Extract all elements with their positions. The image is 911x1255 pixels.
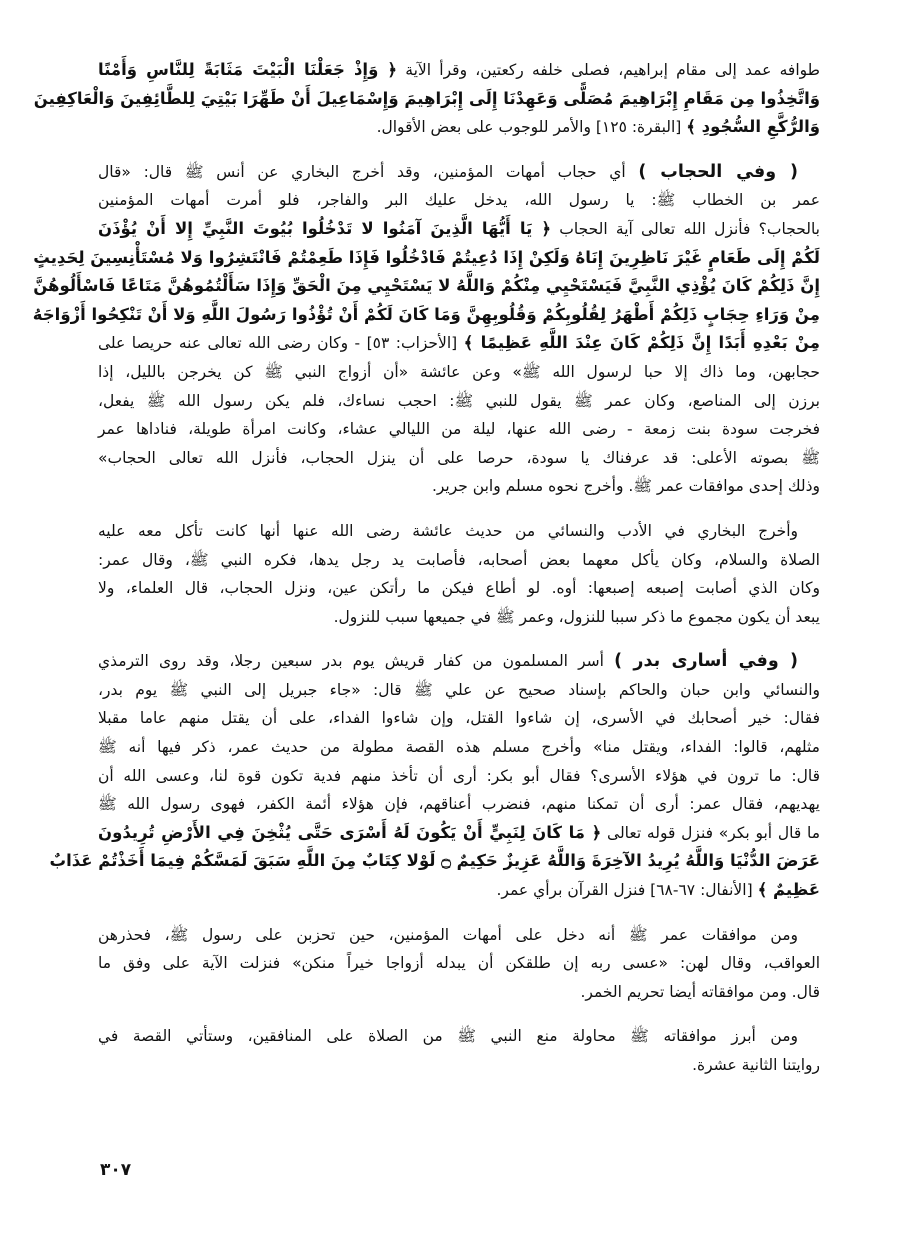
page-body [32, 56, 821, 1080]
text-line [98, 546, 820, 575]
quran-verse: وَاتَّخِذُوا مِن مَقَامِ إِبْرَاهِيمَ مُصَلًّى وَعَهِدْنَا إِلَى إِبْرَاهِيمَ وَإِسْمَاعِيلَ أَنْ طَهِّرَا بَيْتِيَ لِلطَّائِفِينَ وَالْعَاكِفِينَ [33, 88, 820, 108]
text-line [98, 113, 820, 142]
paragraph-gap [98, 905, 820, 921]
quran-verse: عَظِيمٌ ﴾ [757, 880, 820, 900]
paragraph-munafiqin [98, 1022, 820, 1079]
text-line [33, 272, 820, 301]
prose-text: [الأنفال: ٦٧-٦٨] فنزل القرآن برأي عمر. [496, 881, 758, 900]
prose-text: بالحجاب؟ فأنزل الله تعالى آية الحجاب [551, 219, 820, 238]
text-line [98, 358, 820, 387]
text-line [98, 158, 820, 187]
text-line [98, 978, 820, 1007]
paragraph-gap [98, 142, 820, 158]
quran-verse: مِنْ بَعْدِهِ أَبَدًا إِنَّ ذَلِكُمْ كَانَ عِنْدَ اللَّهِ عَظِيمًا ﴾ [463, 333, 820, 353]
prose-text: فقال: خير أصحابك في الأسرى، إن شاءوا القتل، وإن شاءوا الفداء، على أن يقتل منهم عاما مقبلا [98, 709, 820, 728]
prose-text: طوافه عمد إلى مقام إبراهيم، فصلى خلفه ركعتين، وقرأ الآية [397, 61, 820, 79]
prose-text: وأخرج البخاري في الأدب والنسائي من حديث عائشة رضى الله عنها أنها كانت تأكل معه عليه [98, 521, 798, 540]
paragraph-asara-badr [49, 647, 821, 904]
paragraph-muwafaqat-nisaa [98, 921, 820, 1007]
text-line [98, 647, 820, 676]
quran-verse: ﴿ وَإِذْ جَعَلْنَا الْبَيْتَ مَثَابَةً لِلنَّاسِ وَأَمْنًا [98, 60, 398, 79]
text-line [98, 517, 820, 546]
section-heading: ( وفي الحجاب ) [638, 161, 798, 182]
prose-text: روايتنا الثانية عشرة. [692, 1056, 820, 1074]
paragraph-gap [98, 1006, 820, 1022]
prose-text: أسر المسلمون من كفار قريش يوم بدر سبعين رجلا، وقد روى الترمذي [98, 652, 615, 671]
text-line [98, 329, 820, 358]
prose-text: يهديهم، فقال عمر: أرى أن تمكنا منهم، فنضرب أعناقهم، فإن هؤلاء أئمة الكفر، فهوى رسول الله ﷺ [98, 795, 820, 814]
prose-text: [الأحزاب: ٥٣] - وكان رضى الله تعالى عنه حريصا على [98, 334, 464, 353]
prose-text: حجابهن، وما ذاك إلا حبا لرسول الله ﷺ» وعن عائشة «أن أزواج النبي ﷺ كن يخرجن بالليل، إذا [98, 362, 820, 381]
book-page [32, 56, 821, 1080]
text-line [98, 472, 820, 501]
text-line [98, 819, 820, 848]
quran-verse: وَالرُّكَّعِ السُّجُودِ ﴾ [686, 117, 820, 137]
text-line [98, 444, 820, 473]
text-line [49, 847, 820, 876]
prose-text: قال. ومن موافقاته أيضا تحريم الخمر. [580, 982, 820, 1001]
text-line [98, 733, 820, 762]
text-line [98, 762, 820, 791]
text-line [98, 574, 820, 603]
text-line [98, 387, 820, 416]
prose-text: أي حجاب أمهات المؤمنين، وقد أخرج البخاري عن أنس ﷺ قال: «قال [98, 162, 639, 181]
text-line [98, 921, 820, 950]
text-line [98, 704, 820, 733]
prose-text: الصلاة والسلام، وكان يأكل معهما بعض أصحابه، فأصابت يد رجل يدها، فكره النبي ﷺ، وقال عمر: [98, 550, 820, 569]
text-line [98, 949, 820, 978]
quran-verse: ﴿ مَا كَانَ لِنَبِيٍّ أَنْ يَكُونَ لَهُ أَسْرَى حَتَّى يُثْخِنَ فِي الأَرْضِ تُرِيدُونَ [98, 822, 602, 842]
prose-text: العواقب، وقال لهن: «عسى ربه إن طلقكن أن يبدله أزواجا خيراً منكن» فنزلت الآية على وفق ما [98, 954, 820, 973]
quran-verse: ﴿ يَا أَيُّهَا الَّذِينَ آمَنُوا لا تَدْخُلُوا بُيُوتَ النَّبِيِّ إِلا أَنْ يُؤْذَنَ [98, 218, 552, 238]
text-line [98, 790, 820, 819]
prose-text: والنسائي وابن حبان والحاكم بإسناد صحيح عن علي ﷺ قال: «جاء جبريل إلى النبي ﷺ يوم بدر، [98, 680, 820, 699]
prose-text: ما قال أبو بكر» فنزل قوله تعالى [601, 823, 821, 842]
prose-text: يبعد أن يكون مجموع ما ذكر سببا للنزول، وعمر ﷺ في جميعها سبب للنزول. [333, 607, 820, 626]
text-line [98, 215, 820, 244]
quran-verse: إِنَّ ذَلِكُمْ كَانَ يُؤْذِي النَّبِيَّ فَيَسْتَحْيِي مِنْكُمْ وَاللَّهُ لا يَسْتَحْيِي مِنَ الْحَقِّ وَإِذَا سَأَلْتُمُوهُنَّ مَتَاعًا فَاسْأَلُوهُنَّ [33, 276, 820, 296]
text-line [98, 186, 820, 215]
prose-text: ومن موافقات عمر ﷺ أنه دخل على أمهات المؤمنين، حين تحزبن على رسول ﷺ، فحذرهن [98, 925, 798, 944]
text-line [98, 1051, 820, 1080]
quran-verse: لَكُمْ إِلَى طَعَامٍ غَيْرَ نَاظِرِينَ إِنَاهُ وَلَكِنْ إِذَا دُعِيتُمْ فَادْخُلُوا فَإِذَا طَعِمْتُمْ فَانْتَشِرُوا وَلا مُسْتَأْنِسِينَ لِحَدِيثٍ [33, 247, 820, 267]
prose-text: برزن إلى المناصع، وكان عمر ﷺ يقول للنبي ﷺ: احجب نساءك، فلم يكن رسول الله ﷺ يفعل، [98, 391, 820, 410]
prose-text: ﷺ بصوته الأعلى: قد عرفناك يا سودة، حرصا على أن ينزل الحجاب، فأنزل الله تعالى الحجاب» [98, 448, 820, 467]
prose-text: ومن أبرز موافقاته ﷺ محاولة منع النبي ﷺ من الصلاة على المنافقين، وستأتي القصة في [98, 1027, 798, 1046]
text-line [98, 676, 820, 705]
text-line [98, 603, 820, 632]
text-line [98, 876, 820, 905]
paragraph-maqam-ibrahim [33, 56, 820, 142]
quran-verse: عَرَضَ الدُّنْيَا وَاللَّهُ يُرِيدُ الآخِرَةَ وَاللَّهُ عَزِيزٌ حَكِيمٌ ۝ لَوْلا كِتَابٌ مِنَ اللَّهِ سَبَقَ لَمَسَّكُمْ فِيمَا أَخَذْتُمْ عَذَابٌ [49, 851, 820, 871]
paragraph-gap [98, 501, 820, 517]
paragraph-gap [98, 631, 820, 647]
prose-text: [البقرة: ١٢٥] والأمر للوجوب على بعض الأقوال. [376, 118, 687, 137]
text-line [98, 1022, 820, 1051]
paragraph-bukhari-adab [98, 517, 820, 631]
text-line [98, 56, 820, 85]
text-line [32, 301, 820, 330]
paragraph-hijab [32, 158, 820, 501]
page-number: ٣٠٧ [100, 1160, 132, 1180]
prose-text: وذلك إحدى موافقات عمر ﷺ. وأخرج نحوه مسلم وابن جرير. [431, 477, 820, 496]
prose-text: عمر بن الخطاب ﷺ: يا رسول الله، يدخل عليك البر والفاجر، فلو أمرت أمهات المؤمنين [98, 191, 820, 210]
prose-text: مثلهم، قالوا: الفداء، ويقتل منا» وأخرج مسلم هذه القصة مطولة من حديث عمر، ذكر فيها أنه ﷺ [98, 738, 820, 757]
text-line [33, 85, 820, 114]
prose-text: وكان الذي أصابت إصبعه إصبعها: أوه. لو أطاع فيكن ما رأتكن عين، ونزل الحجاب، قال العلماء، ولا [98, 579, 820, 598]
prose-text: فخرجت سودة بنت زمعة - رضى الله عنها، ليلة من الليالي عشاء، وكانت امرأة طويلة، فناداها عمر [98, 420, 820, 439]
quran-verse: مِنْ وَرَاءِ حِجَابٍ ذَلِكُمْ أَطْهَرُ لِقُلُوبِكُمْ وَقُلُوبِهِنَّ وَمَا كَانَ لَكُمْ أَنْ تُؤْذُوا رَسُولَ اللَّهِ وَلا أَنْ تَنْكِحُوا أَزْوَاجَهُ [32, 304, 820, 324]
section-heading: ( وفي أسارى بدر ) [614, 651, 798, 672]
text-line [33, 244, 820, 273]
prose-text: قال: ما ترون في هؤلاء الأسرى؟ فقال أبو بكر: أرى أن تأخذ منهم فدية تكون قوة لنا، وعسى الله أن [98, 766, 820, 785]
text-line [98, 415, 820, 444]
